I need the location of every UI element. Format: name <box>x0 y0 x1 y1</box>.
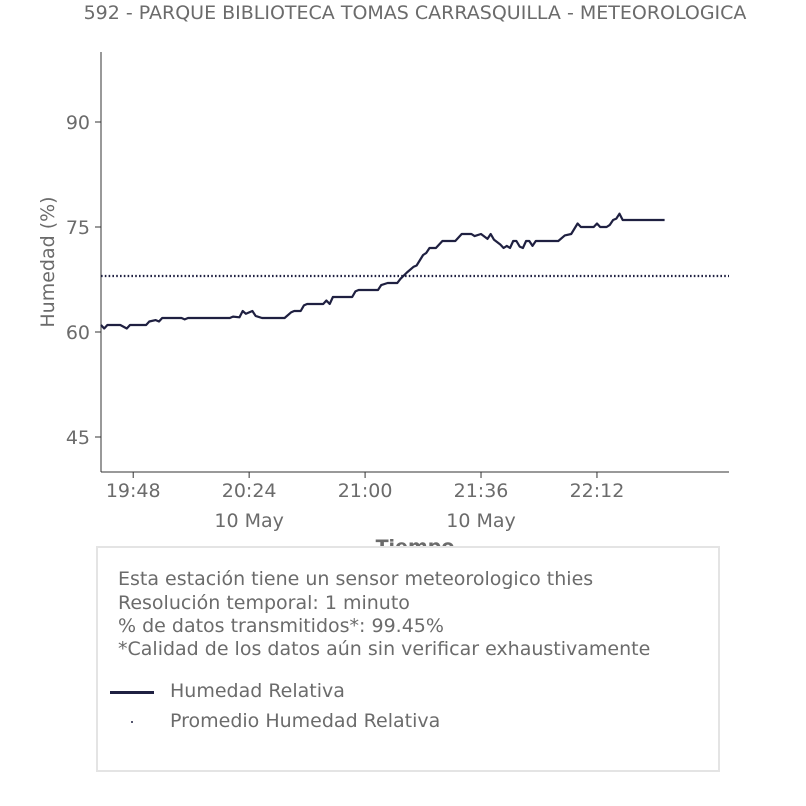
x-tick-label: 19:48 <box>105 480 161 502</box>
x-tick-label: 22:12 <box>569 480 625 502</box>
x-tick-date-label: 10 May <box>214 510 284 532</box>
temporal-resolution-note: Resolución temporal: 1 minuto <box>118 592 410 614</box>
y-tick-label: 75 <box>65 217 90 239</box>
humedad-relativa-line <box>101 214 665 329</box>
x-ticks <box>106 472 625 532</box>
data-quality-note: *Calidad de los datos aún sin verificar exhaustivamente <box>118 638 651 660</box>
legend-label-promedio: Promedio Humedad Relativa <box>170 710 441 732</box>
y-tick-label: 90 <box>65 112 90 134</box>
x-tick-label: 21:36 <box>453 480 509 502</box>
y-tick-label: 45 <box>65 427 90 449</box>
legend-dot-swatch <box>131 721 133 723</box>
y-axis-label: Humedad (%) <box>37 196 59 328</box>
station-sensor-note: Esta estación tiene un sensor meteorologico thies <box>118 568 594 590</box>
legend-label-humedad: Humedad Relativa <box>170 680 345 702</box>
chart-title: 592 - PARQUE BIBLIOTECA TOMAS CARRASQUILLA - METEOROLOGICA <box>83 2 747 24</box>
x-tick-date-label: 10 May <box>446 510 516 532</box>
x-tick-label: 21:00 <box>337 480 393 502</box>
legend-line-swatch <box>110 691 154 694</box>
series-layer <box>101 214 729 329</box>
y-ticks <box>66 112 101 449</box>
y-tick-label: 60 <box>65 322 90 344</box>
x-tick-label: 20:24 <box>221 480 277 502</box>
data-transmitted-note: % de datos transmitidos*: 99.45% <box>118 615 444 637</box>
info-legend-box <box>96 546 720 772</box>
